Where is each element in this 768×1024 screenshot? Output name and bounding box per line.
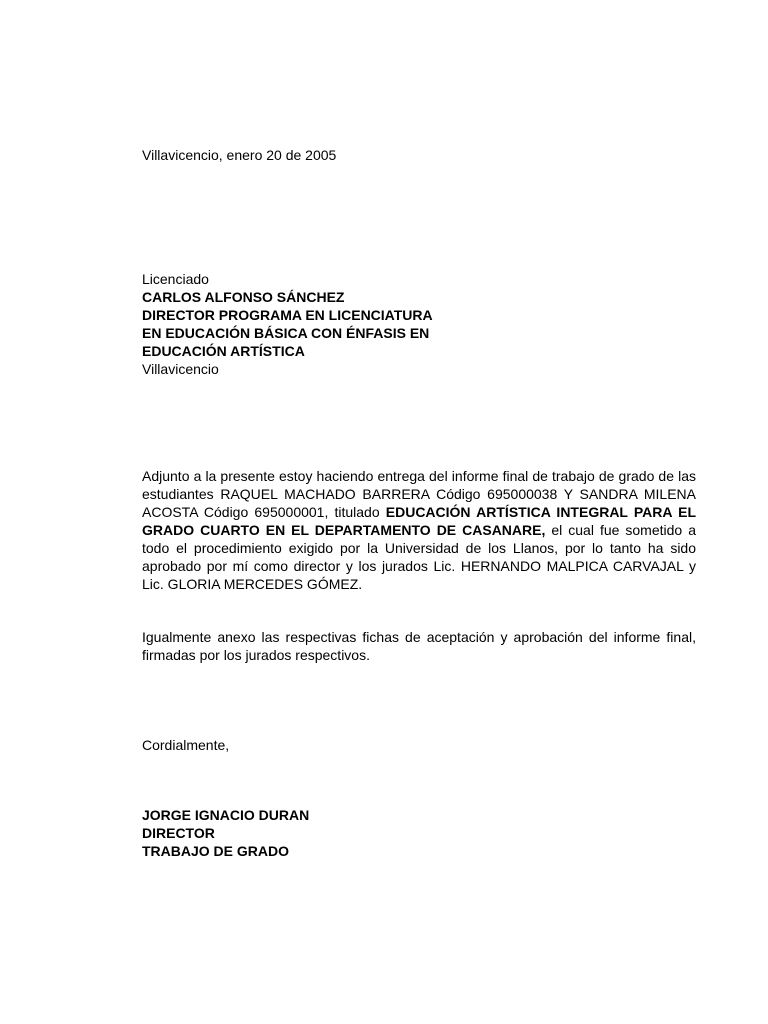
signer-name: JORGE IGNACIO DURAN xyxy=(142,807,310,823)
body-paragraph-2 xyxy=(142,628,696,664)
recipient-city: Villavicencio xyxy=(142,361,219,377)
signer-role: DIRECTOR xyxy=(142,825,215,841)
date-text: Villavicencio, enero 20 de 2005 xyxy=(142,147,337,163)
recipient-position-line: DIRECTOR PROGRAMA EN LICENCIATURA xyxy=(142,307,433,323)
recipient-position-line: EN EDUCACIÓN BÁSICA CON ÉNFASIS EN xyxy=(142,325,430,341)
paragraph-rest: el cual fue sometido a todo el procedimiento exigido por la Universidad de los Llanos, por lo tanto ha sido aprobado por mí como director y los jurados Lic. HERNANDO MALPICA CARVAJAL y Lic. GLORIA MERCEDES GÓMEZ. xyxy=(142,522,696,592)
closing-block xyxy=(142,736,696,754)
recipient-name: CARLOS ALFONSO SÁNCHEZ xyxy=(142,289,345,305)
letter-date xyxy=(142,146,696,164)
recipient-title: Licenciado xyxy=(142,271,209,287)
body-paragraph-1 xyxy=(142,467,696,593)
signature-block xyxy=(142,806,696,860)
thesis-title: EDUCACIÓN ARTÍSTICA INTEGRAL PARA EL GRADO CUARTO EN EL DEPARTAMENTO DE CASANARE, xyxy=(142,504,696,538)
paragraph-intro: Adjunto a la presente estoy haciendo entrega del informe final de trabajo de grado de las estudiantes RAQUEL MACHADO BARRERA Código 695000038 Y SANDRA MILENA ACOSTA Código 695000001, titulado xyxy=(142,468,696,520)
closing-text: Cordialmente, xyxy=(142,737,230,753)
recipient-block xyxy=(142,270,696,378)
paragraph-text: Igualmente anexo las respectivas fichas de aceptación y aprobación del informe final, firmadas por los jurados respectivos. xyxy=(142,629,696,663)
recipient-position-line: EDUCACIÓN ARTÍSTICA xyxy=(142,343,305,359)
signer-unit: TRABAJO DE GRADO xyxy=(142,843,290,859)
